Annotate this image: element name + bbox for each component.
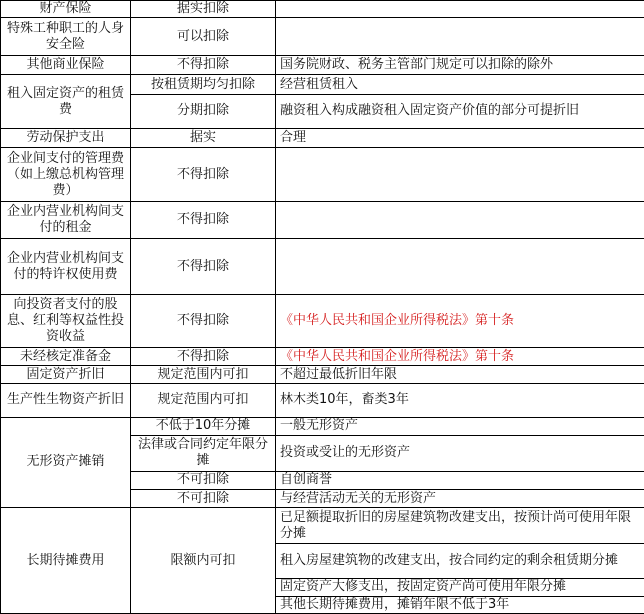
treatment-cell: 据实扣除 (131, 1, 276, 18)
table-row (1, 384, 644, 417)
item-cell: 未经核定准备金 (1, 348, 131, 366)
treatment-cell: 不得扣除 (131, 294, 276, 347)
note-cell (276, 239, 644, 294)
treatment-cell: 不可扣除 (131, 490, 276, 508)
note-cell (276, 202, 644, 239)
table-row (1, 294, 644, 347)
treatment-cell: 可以扣除 (131, 18, 276, 56)
note-cell: 一般无形资产 (276, 417, 644, 435)
note-cell: 国务院财政、税务主管部门规定可以扣除的除外 (276, 56, 644, 75)
table-row (1, 18, 644, 56)
table-row (1, 128, 644, 147)
item-cell: 向投资者支付的股息、红利等权益性投资收益 (1, 294, 131, 347)
treatment-cell: 法律或合同约定年限分摊 (131, 435, 276, 471)
item-cell: 无形资产摊销 (1, 417, 131, 508)
treatment-cell: 不得扣除 (131, 239, 276, 294)
treatment-cell: 按租赁期均匀扣除 (131, 75, 276, 94)
note-cell (276, 1, 644, 18)
table-row (1, 202, 644, 239)
treatment-cell: 规定范围内可扣 (131, 384, 276, 417)
table-row (1, 417, 644, 435)
table-row (1, 366, 644, 384)
item-cell: 财产保险 (1, 1, 131, 18)
note-cell: 自创商誉 (276, 471, 644, 489)
treatment-cell: 不低于10年分摊 (131, 417, 276, 435)
item-cell: 特殊工种职工的人身安全险 (1, 18, 131, 56)
table-row (1, 147, 644, 201)
note-cell: 固定资产大修支出，按固定资产尚可使用年限分摊 (276, 578, 644, 596)
treatment-cell: 不得扣除 (131, 56, 276, 75)
item-cell: 固定资产折旧 (1, 366, 131, 384)
note-cell: 不超过最低折旧年限 (276, 366, 644, 384)
note-cell: 经营租赁租入 (276, 75, 644, 94)
note-cell: 投资或受让的无形资产 (276, 435, 644, 471)
note-cell: 林木类10年，畜类3年 (276, 384, 644, 417)
treatment-cell: 规定范围内可扣 (131, 366, 276, 384)
table-row (1, 75, 644, 94)
item-cell: 企业间支付的管理费（如上缴总机构管理费） (1, 147, 131, 201)
treatment-cell: 不可扣除 (131, 471, 276, 489)
treatment-cell: 不得扣除 (131, 202, 276, 239)
note-cell (276, 147, 644, 201)
note-cell (276, 18, 644, 56)
note-cell: 租入房屋建筑物的改建支出，按合同约定的剩余租赁期分摊 (276, 544, 644, 578)
note-cell: 融资租入构成融资租入固定资产价值的部分可提折旧 (276, 94, 644, 128)
treatment-cell: 据实 (131, 128, 276, 147)
item-cell: 企业内营业机构间支付的特许权使用费 (1, 239, 131, 294)
table-row (1, 239, 644, 294)
item-cell: 企业内营业机构间支付的租金 (1, 202, 131, 239)
table-row (1, 1, 644, 18)
note-cell: 已足额提取折旧的房屋建筑物改建支出，按预计尚可使用年限分摊 (276, 508, 644, 544)
table-body (1, 1, 644, 614)
item-cell: 其他商业保险 (1, 56, 131, 75)
note-cell: 其他长期待摊费用，摊销年限不低于3年 (276, 596, 644, 613)
item-cell: 长期待摊费用 (1, 508, 131, 614)
treatment-cell: 限额内可扣 (131, 508, 276, 614)
treatment-cell: 不得扣除 (131, 348, 276, 366)
treatment-cell: 不得扣除 (131, 147, 276, 201)
table-row (1, 348, 644, 366)
table-row (1, 56, 644, 75)
table-row (1, 508, 644, 544)
treatment-cell: 分期扣除 (131, 94, 276, 128)
item-cell: 租入固定资产的租赁费 (1, 75, 131, 128)
item-cell: 生产性生物资产折旧 (1, 384, 131, 417)
note-cell: 《中华人民共和国企业所得税法》第十条 (276, 348, 644, 366)
note-cell: 与经营活动无关的无形资产 (276, 490, 644, 508)
note-cell: 《中华人民共和国企业所得税法》第十条 (276, 294, 644, 347)
item-cell: 劳动保护支出 (1, 128, 131, 147)
note-cell: 合理 (276, 128, 644, 147)
